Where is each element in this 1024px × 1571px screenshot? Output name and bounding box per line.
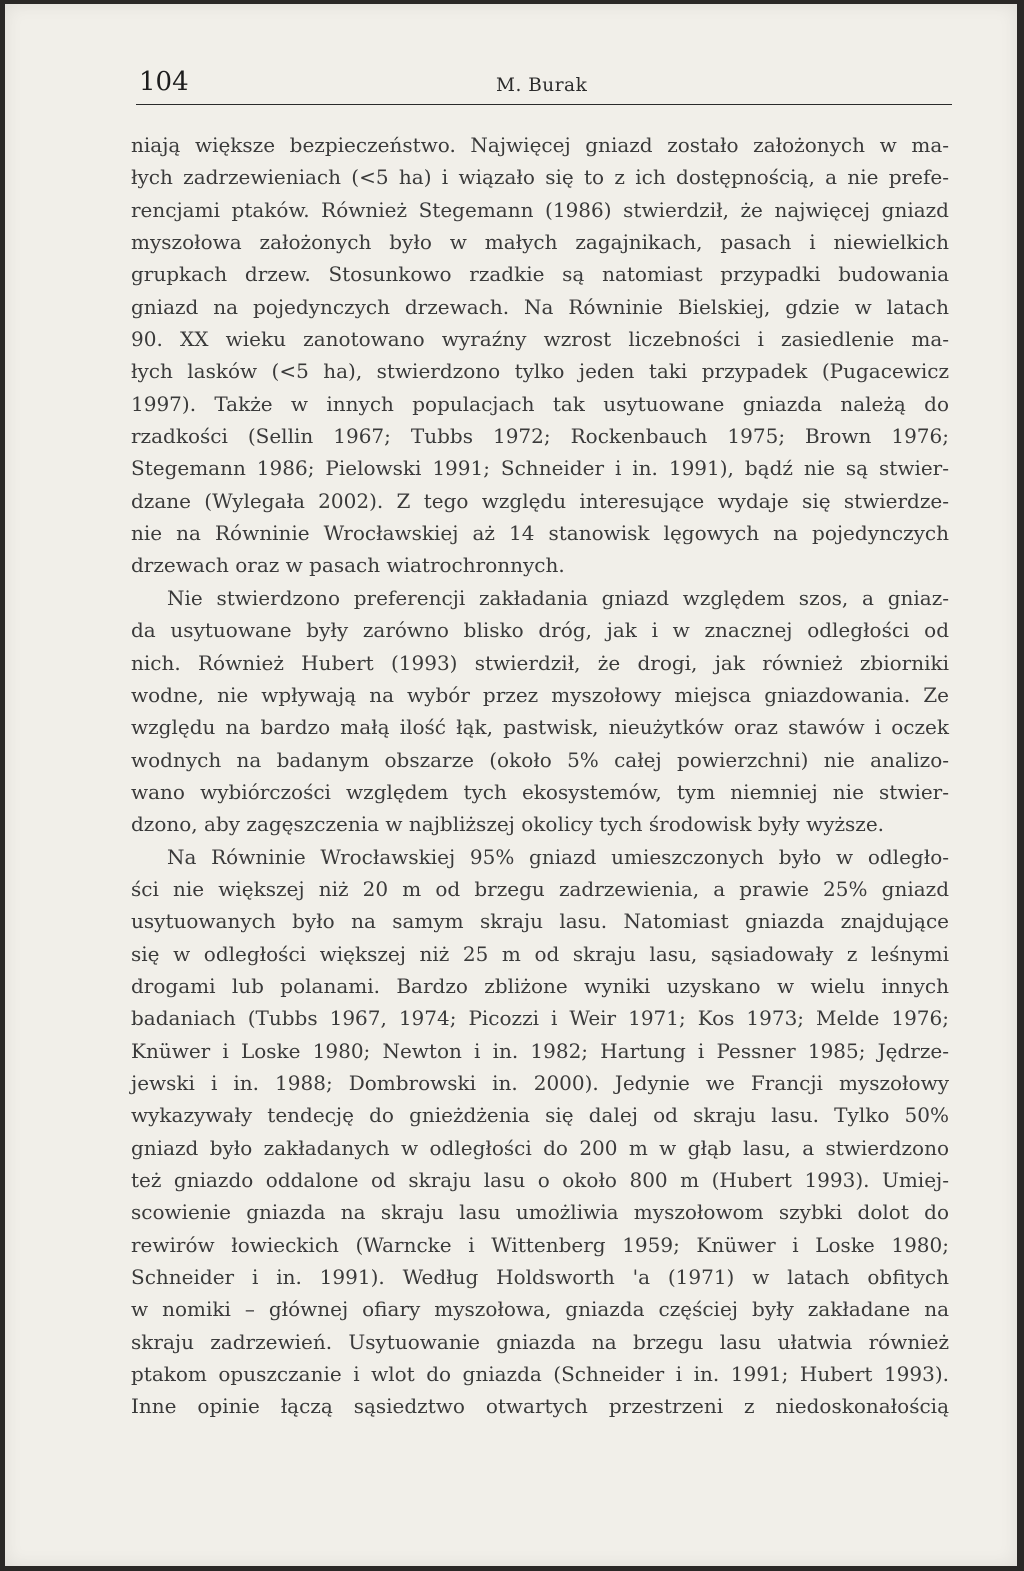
text-line: drogami lub polanami. Bardzo zbliżone wyniki uzyskano w wielu innych bbox=[131, 973, 949, 998]
text-line: ści nie większej niż 20 m od brzegu zadrzewienia, a prawie 25% gniazd bbox=[131, 876, 949, 901]
text-line: względu na bardzo małą ilość łąk, pastwisk, nieużytków oraz stawów i oczek bbox=[131, 715, 949, 740]
text-line: jewski i in. 1988; Dombrowski in. 2000). Jedynie we Francji myszołowy bbox=[131, 1070, 949, 1095]
text-line: Schneider i in. 1991). Według Holdsworth 'a (1971) w latach obfitych bbox=[131, 1265, 949, 1290]
running-head-author: M. Burak bbox=[496, 75, 588, 96]
text-line: rencjami ptaków. Również Stegemann (1986) stwierdził, że najwięcej gniazd bbox=[131, 197, 949, 222]
paragraph-start-line: Nie stwierdzono preferencji zakładania gniazd względem szos, a gniaz- bbox=[167, 585, 949, 610]
page-number: 104 bbox=[139, 67, 189, 97]
paragraph-start-line: Na Równinie Wrocławskiej 95% gniazd umieszczonych było w odległo- bbox=[167, 844, 949, 869]
page-header bbox=[136, 64, 952, 105]
text-line: grupkach drzew. Stosunkowo rzadkie są natomiast przypadki budowania bbox=[131, 262, 949, 287]
paragraph-end-line: dzono, aby zagęszczenia w najbliższej okolicy tych środowisk były wyższe. bbox=[131, 812, 885, 837]
text-line: gniazd było zakładanych w odległości do 200 m w głąb lasu, a stwierdzono bbox=[131, 1135, 949, 1160]
text-line: też gniazdo oddalone od skraju lasu o około 800 m (Hubert 1993). Umiej- bbox=[131, 1168, 949, 1192]
text-line: scowienie gniazda na skraju lasu umożliwia myszołowom szybki dolot do bbox=[131, 1200, 949, 1225]
text-line: w nomiki – głównej ofiary myszołowa, gniazda częściej były zakładane na bbox=[131, 1297, 949, 1322]
text-line: rzadkości (Sellin 1967; Tubbs 1972; Rockenbauch 1975; Brown 1976; bbox=[131, 424, 949, 449]
text-line: da usytuowane były zarówno blisko dróg, jak i w znacznej odległości od bbox=[131, 618, 949, 643]
text-line: usytuowanych było na samym skraju lasu. Natomiast gniazda znajdujące bbox=[131, 909, 949, 934]
text-line: wano wybiórczości względem tych ekosystemów, tym niemniej nie stwier- bbox=[131, 779, 949, 804]
text-line: Inne opinie łączą sąsiedztwo otwartych przestrzeni z niedoskonałością bbox=[131, 1394, 949, 1419]
text-line: 1997). Także w innych populacjach tak usytuowane gniazda należą do bbox=[131, 391, 949, 416]
text-line: badaniach (Tubbs 1967, 1974; Picozzi i Weir 1971; Kos 1973; Melde 1976; bbox=[131, 1006, 949, 1031]
text-line: łych zadrzewieniach (<5 ha) i wiązało się to z ich dostępnością, a nie prefe- bbox=[131, 165, 949, 190]
body-text bbox=[131, 129, 949, 1423]
text-line: nich. Również Hubert (1993) stwierdził, że drogi, jak również zbiorniki bbox=[131, 650, 949, 675]
text-line: dzane (Wylegała 2002). Z tego względu interesujące wydaje się stwierdze- bbox=[131, 488, 949, 513]
paragraph-end-line: drzewach oraz w pasach wiatrochronnych. bbox=[131, 553, 565, 578]
text-line: gniazd na pojedynczych drzewach. Na Równinie Bielskiej, gdzie w latach bbox=[131, 294, 949, 319]
text-line: się w odległości większej niż 25 m od skraju lasu, sąsiadowały z leśnymi bbox=[131, 941, 949, 966]
text-line: wykazywały tendecję do gnieżdżenia się dalej od skraju lasu. Tylko 50% bbox=[131, 1103, 949, 1128]
text-line: nie na Równinie Wrocławskiej aż 14 stanowisk lęgowych na pojedynczych bbox=[131, 521, 949, 546]
text-line: skraju zadrzewień. Usytuowanie gniazda na brzegu lasu ułatwia również bbox=[131, 1329, 949, 1354]
text-line: rewirów łowieckich (Warncke i Wittenberg 1959; Knüwer i Loske 1980; bbox=[131, 1232, 949, 1257]
text-line: Knüwer i Loske 1980; Newton i in. 1982; Hartung i Pessner 1985; Jędrze- bbox=[131, 1038, 949, 1063]
text-line: łych lasków (<5 ha), stwierdzono tylko jeden taki przypadek (Pugacewicz bbox=[131, 359, 949, 384]
text-line: wodne, nie wpływają na wybór przez myszołowy miejsca gniazdowania. Ze bbox=[131, 682, 949, 707]
text-line: Stegemann 1986; Pielowski 1991; Schneider i in. 1991), bądź nie są stwier- bbox=[131, 456, 949, 481]
text-line: niają większe bezpieczeństwo. Najwięcej gniazd zostało założonych w ma- bbox=[131, 133, 949, 157]
text-line: ptakom opuszczanie i wlot do gniazda (Schneider i in. 1991; Hubert 1993). bbox=[131, 1362, 949, 1387]
text-line: 90. XX wieku zanotowano wyraźny wzrost liczebności i zasiedlenie ma- bbox=[131, 327, 949, 352]
text-line: myszołowa założonych było w małych zagajnikach, pasach i niewielkich bbox=[131, 230, 949, 255]
text-line: wodnych na badanym obszarze (około 5% całej powierzchni) nie analizo- bbox=[131, 747, 949, 772]
